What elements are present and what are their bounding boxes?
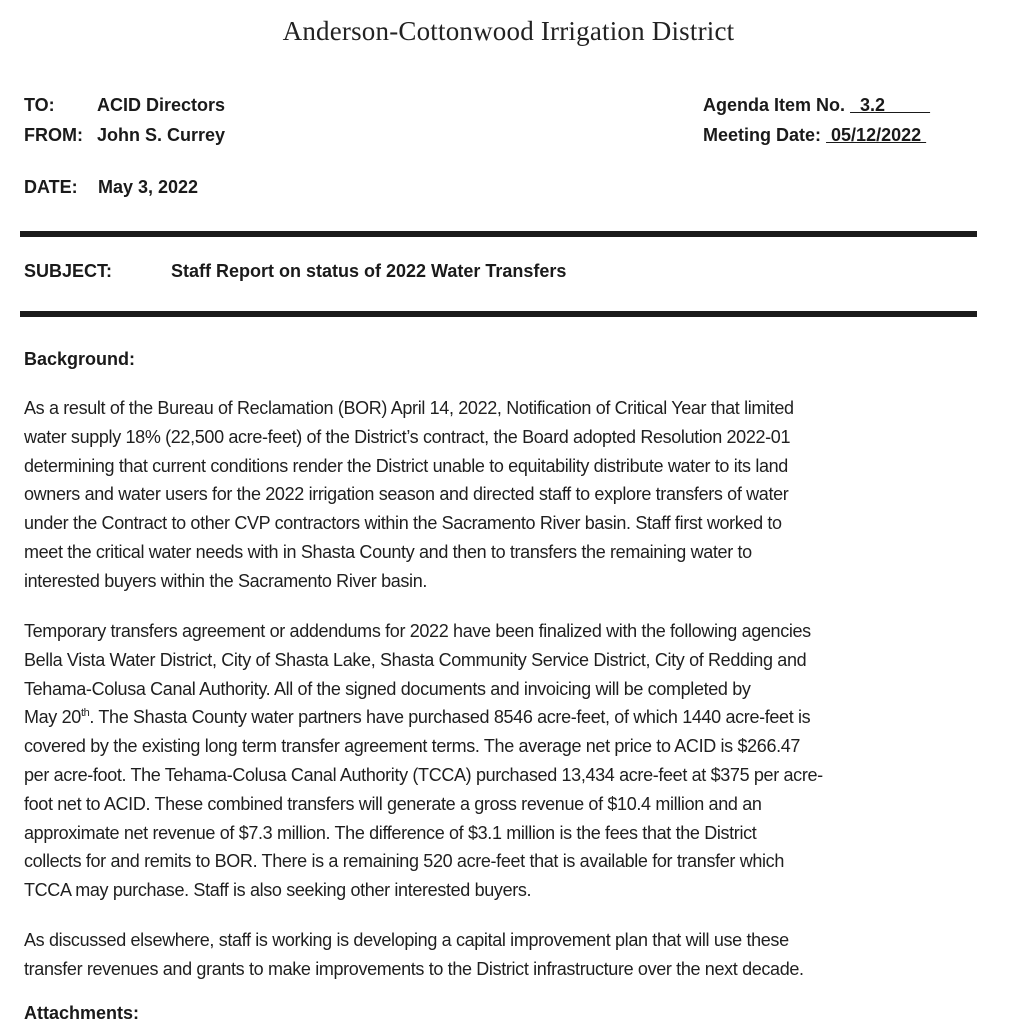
meeting-date-value: 05/12/2022 bbox=[826, 125, 927, 145]
date-row bbox=[24, 177, 198, 198]
subject-label: SUBJECT: bbox=[24, 261, 113, 281]
date-label: DATE: bbox=[24, 177, 78, 197]
text-line: interested buyers within the Sacramento River basin. bbox=[24, 570, 428, 591]
background-paragraph-2 bbox=[24, 617, 984, 905]
memo-recipient-block bbox=[24, 90, 225, 150]
text-line: owners and water users for the 2022 irrigation season and directed staff to explore transfers of water bbox=[24, 484, 789, 505]
subject-row bbox=[24, 261, 566, 282]
sentence-text: . The Shasta County water partners have purchased 8546 acre-feet, of which 1440 acre-feet is bbox=[89, 707, 811, 728]
agenda-block bbox=[703, 90, 930, 150]
date-value: May 3, 2022 bbox=[98, 177, 199, 197]
date-text: May 20 bbox=[24, 707, 81, 728]
document-title: Anderson-Cottonwood Irrigation District bbox=[282, 16, 735, 46]
to-value: ACID Directors bbox=[97, 95, 226, 115]
text-line: TCCA may purchase. Staff is also seeking other interested buyers. bbox=[24, 880, 532, 901]
divider-top bbox=[20, 231, 977, 237]
meeting-date-label: Meeting Date: bbox=[703, 125, 822, 145]
text-line: As discussed elsewhere, staff is working is developing a capital improvement plan that will use these bbox=[24, 930, 789, 950]
ordinal-suffix: th bbox=[80, 707, 90, 720]
from-value: John S. Currey bbox=[97, 125, 226, 145]
text-line: Temporary transfers agreement or addendums for 2022 have been finalized with the following agencies bbox=[24, 621, 811, 641]
text-line: determining that current conditions render the District unable to equitability distribute water to its land bbox=[24, 455, 788, 476]
text-line: meet the critical water needs with in Shasta County and then to transfers the remaining water to bbox=[24, 541, 752, 562]
text-line: covered by the existing long term transfer agreement terms. The average net price to ACID is $266.47 bbox=[24, 736, 801, 757]
background-paragraph-1 bbox=[24, 394, 984, 596]
from-row bbox=[24, 120, 225, 150]
attachments-heading: Attachments: bbox=[24, 1003, 140, 1023]
to-row bbox=[24, 90, 225, 120]
text-line: collects for and remits to BOR. There is a remaining 520 acre-feet that is available for transfer which bbox=[24, 851, 784, 872]
text-line: water supply 18% (22,500 acre-feet) of the District’s contract, the Board adopted Resolution 2022-01 bbox=[24, 426, 791, 447]
divider-bottom bbox=[20, 311, 977, 317]
text-line: under the Contract to other CVP contractors within the Sacramento River basin. Staff first worked to bbox=[24, 513, 782, 534]
text-line: transfer revenues and grants to make improvements to the District infrastructure over the next decade. bbox=[24, 958, 804, 979]
meeting-date-row bbox=[703, 120, 930, 150]
subject-value: Staff Report on status of 2022 Water Transfers bbox=[171, 261, 567, 281]
to-label: TO: bbox=[24, 95, 55, 115]
text-line: Tehama-Colusa Canal Authority. All of the signed documents and invoicing will be completed by bbox=[24, 678, 751, 699]
agenda-item-label: Agenda Item No. bbox=[703, 95, 846, 115]
agenda-item-row bbox=[703, 90, 930, 120]
text-line bbox=[24, 703, 984, 732]
agenda-item-value: 3.2 bbox=[850, 95, 931, 115]
background-heading: Background: bbox=[24, 349, 136, 369]
text-line: foot net to ACID. These combined transfers will generate a gross revenue of $10.4 million and an bbox=[24, 793, 762, 814]
text-line: per acre-foot. The Tehama-Colusa Canal Authority (TCCA) purchased 13,434 acre-feet at $375 per acre- bbox=[24, 764, 823, 785]
text-line: approximate net revenue of $7.3 million. The difference of $3.1 million is the fees that the District bbox=[24, 822, 757, 843]
from-label: FROM: bbox=[24, 125, 83, 145]
text-line: Bella Vista Water District, City of Shasta Lake, Shasta Community Service District, City of Redding and bbox=[24, 649, 807, 670]
text-line: As a result of the Bureau of Reclamation (BOR) April 14, 2022, Notification of Critical Year that limited bbox=[24, 398, 794, 418]
background-paragraph-3 bbox=[24, 926, 984, 984]
